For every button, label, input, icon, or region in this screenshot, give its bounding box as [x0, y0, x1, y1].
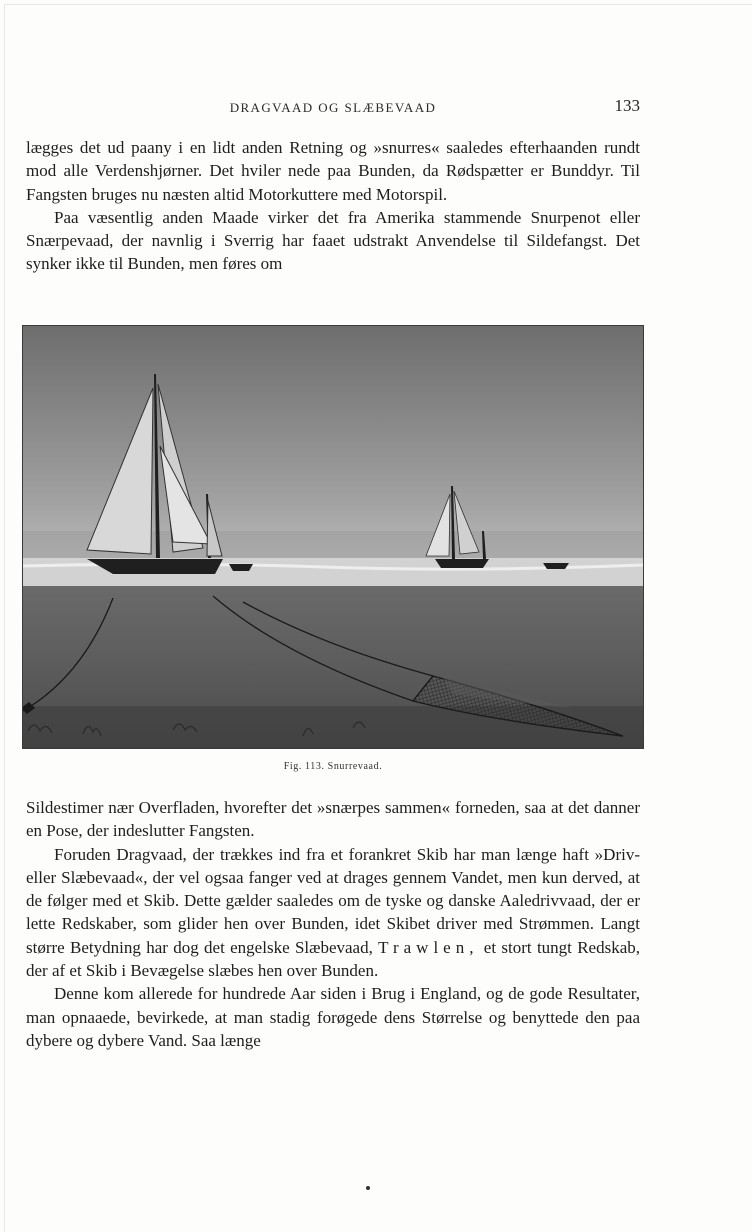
running-head	[26, 96, 640, 120]
paragraph: Denne kom allerede for hundrede Aar siden i Brug i England, og de gode Resultater, man opnaaede, bevirkede, at man stadig forøgede dens Størrelse og benyttede den paa dybere og dybere Vand. Saa længe	[26, 984, 640, 1050]
body-text-bottom	[26, 796, 640, 1052]
paragraph-text: et stort tungt Redskab, der af et Skib i Bevægelse slæbes hen over Bunden.	[26, 937, 641, 981]
figure-caption: Fig. 113. Snurrevaad.	[283, 761, 383, 772]
page-number: 133	[614, 96, 640, 115]
snurrevaad-engraving	[23, 326, 643, 748]
paragraph-text: Foruden Dragvaad, der trækkes ind fra et forankret Skib har man længe haft »Driv- eller Slæbevaad«, der vel ogsaa fanger ved at drages gennem Vandet, men kun derved, at de følger med et Skib. Dette gælder saaledes om de tyske og danske Aaledrivvaad, der er lette Redskaber, som glider hen over Bunden, idet Skibet driver med Strømmen. Langt større Betydning har dog det engelske Slæbevaad,	[26, 844, 640, 957]
figure-illustration	[22, 325, 644, 749]
paragraph: Paa væsentlig anden Maade virker det fra Amerika stammende Snurpenot eller Snærpevaad, der navnlig i Sverrig har faaet udstrakt Anvendelse til Sildefangst. Det synker ikke til Bunden, men føres om	[26, 207, 640, 274]
paragraph	[26, 843, 640, 983]
running-title: DRAGVAAD OG SLÆBEVAAD	[229, 100, 437, 115]
paragraph: Sildestimer nær Overfladen, hvorefter det »snærpes sammen« forneden, saa at det danner en Pose, der indeslutter Fangsten.	[26, 798, 640, 841]
footer-dot	[366, 1186, 370, 1190]
emphasized-term: Trawlen,	[378, 937, 479, 957]
paragraph: lægges det ud paany i en lidt anden Retning og »snurres« saaledes efterhaanden rundt mod alle Verdenshjørner. Det hviler nede paa Bunden, da Rødspætter er Bunddyr. Til Fangsten bruges nu næsten altid Motorkuttere med Motorspil.	[26, 138, 640, 204]
body-text-top	[26, 136, 640, 276]
